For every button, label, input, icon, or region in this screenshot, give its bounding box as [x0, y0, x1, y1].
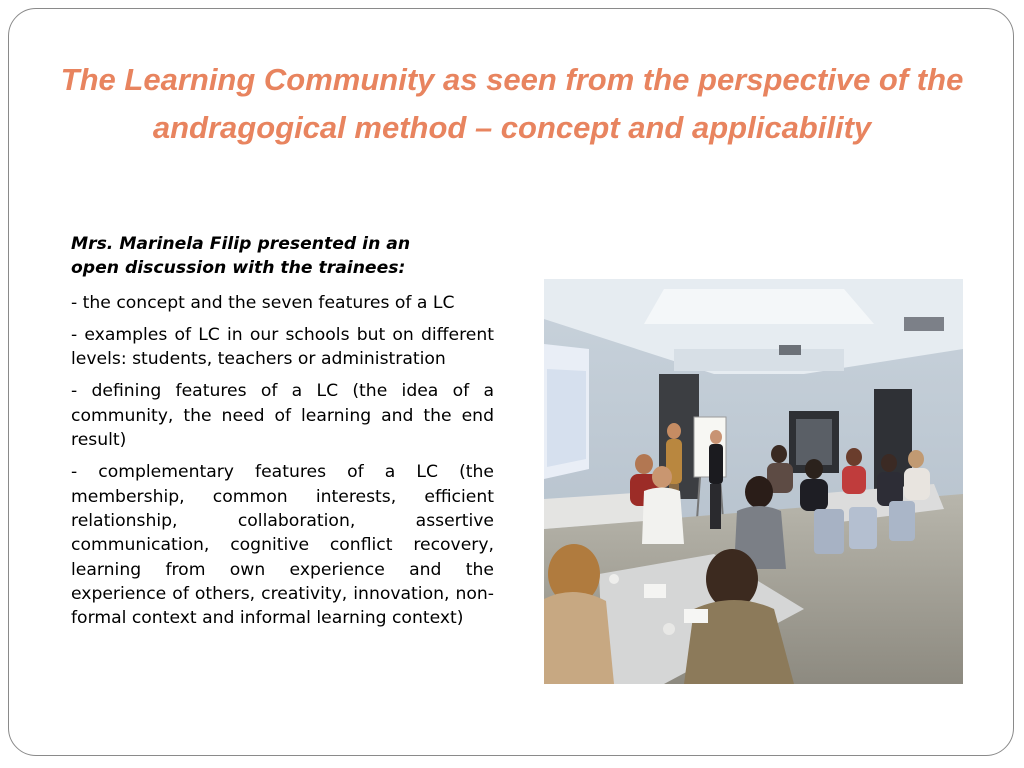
bullet-item: - complementary features of a LC (the membership, common interests, efficient relationship, collaboration, assertive communication, cognitive conflict recovery, learning from own experience and the experience of others, creativity, innovation, non-formal context and informal learning context) — [71, 462, 494, 629]
bullet-item: - defining features of a LC (the idea of a community, the need of learning and the end result) — [71, 381, 494, 451]
bullet-item: - the concept and the seven features of a LC — [71, 292, 455, 313]
slide-body — [71, 232, 494, 638]
intro-text: Mrs. Marinela Filip presented in an open discussion with the trainees: — [71, 234, 411, 279]
slide-title: The Learning Community as seen from the perspective of the andragogical method – concept and applicability — [60, 62, 964, 145]
workshop-photo — [544, 279, 963, 684]
bullet-item: - examples of LC in our schools but on different levels: students, teachers or administration — [71, 324, 494, 370]
